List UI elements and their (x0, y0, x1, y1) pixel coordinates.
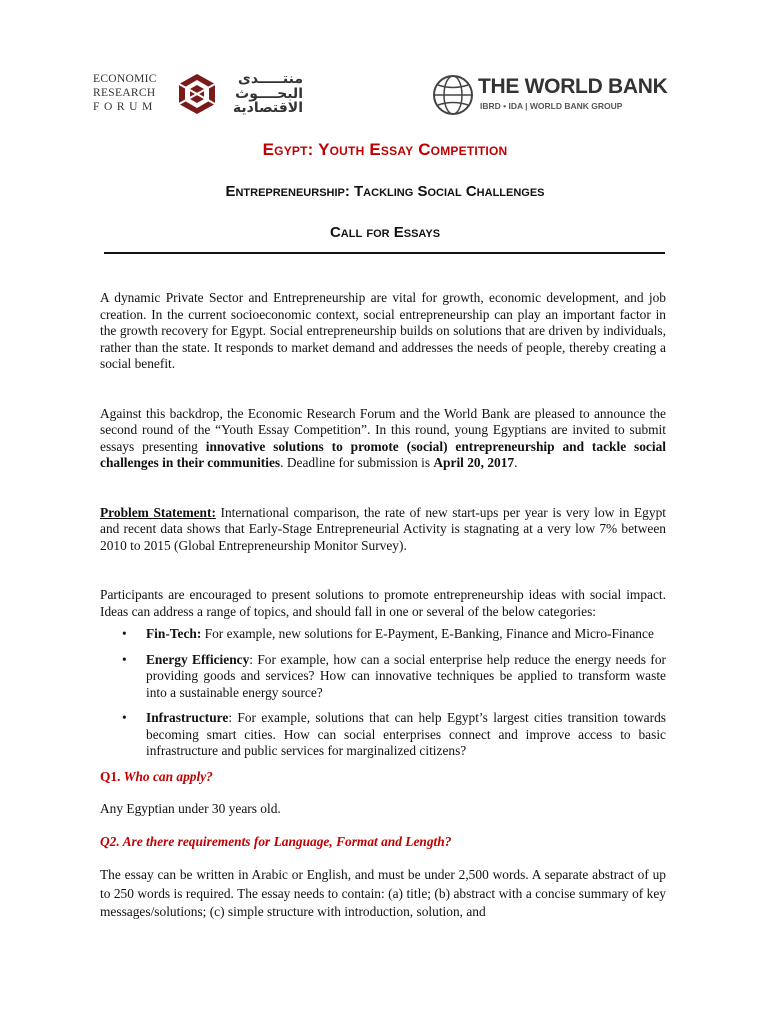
answer-1: Any Egyptian under 30 years old. (100, 801, 281, 816)
deadline-intro: . Deadline for submission is (280, 455, 434, 470)
erf-emblem-icon (175, 72, 219, 116)
category-text: : For example, how can a social enterprise help reduce the energy needs for providing goods and services? How can innovative techniques be applied to transform waste into a sustainable energy source? (146, 651, 666, 700)
categories-list (100, 626, 666, 760)
problem-statement-text: International comparison, the rate of new start-ups per year is very low in Egypt and recent data shows that Early-Stage Entrepreneurial Activity is stagnating at a very low 7% between 2010 to 2015 (Global Entrepreneurship Monitor Survey). (100, 504, 666, 553)
worldbank-logo (432, 74, 668, 120)
erf-logo-text (93, 72, 175, 114)
category-text: For example, new solutions for E-Payment, E-Banking, Finance and Micro-Finance (201, 626, 654, 641)
category-label: Infrastructure (146, 710, 229, 725)
answer-2: The essay can be written in Arabic or English, and must be under 2,500 words. A separate abstract of up to 250 words is required. The essay needs to contain: (a) title; (b) abstract with a concise summary of key messages/solutions; (c) simple structure with introduction, solution, and (100, 867, 666, 919)
question-1-text: Who can apply? (120, 768, 213, 784)
bullet-icon: • (122, 626, 127, 641)
announcement-highlight: innovative solutions to promote (social) entrepreneurship and tackle social challenges in their communities (100, 438, 666, 470)
bullet-icon: • (122, 710, 127, 725)
erf-arabic-text (223, 72, 303, 116)
erf-line2: RESEARCH (93, 87, 156, 99)
erf-logo (93, 72, 303, 116)
erf-arabic-line1: منتـــــدى (238, 71, 303, 87)
participants-paragraph: Participants are encouraged to present solutions to promote entrepreneurship ideas with social impact. Ideas can address a range of topics, and should fall in one or several of the below categories: (100, 587, 666, 619)
list-item (100, 626, 666, 643)
problem-statement-paragraph (100, 505, 666, 555)
worldbank-subtitle: IBRD • IDA | WORLD BANK GROUP (480, 101, 623, 111)
globe-icon (432, 74, 474, 116)
category-text: : For example, solutions that can help Egypt’s largest cities transition towards becoming smart cities. How can social enterprises connect and improve access to basic infrastructure and public services for marginalized citizens? (146, 710, 666, 758)
erf-arabic-line2: البحــــوث (235, 85, 303, 102)
category-label: Fin-Tech: (146, 626, 202, 641)
announcement-end: . (514, 455, 518, 470)
erf-arabic-line3: الاقتصادية (232, 100, 303, 116)
problem-statement-label: Problem Statement: (100, 504, 216, 520)
header-divider (104, 252, 665, 254)
question-1-number: Q1. (100, 768, 121, 784)
worldbank-title: THE WORLD BANK (478, 75, 668, 98)
question-1 (100, 769, 666, 786)
document-body (100, 290, 666, 922)
call-for-essays-heading: Call for Essays (329, 224, 441, 241)
bullet-icon: • (122, 651, 127, 667)
intro-paragraph: A dynamic Private Sector and Entrepreneurship are vital for growth, economic development, and job creation. In the current socioeconomic context, social entrepreneurship can play an important factor in the growth recovery for Egypt. Social entrepreneurship builds on solutions that are driven by individuals, rather than the state. It responds to market demand and addresses the needs of people, thereby creating a social benefit. (100, 290, 666, 371)
question-2 (100, 834, 666, 851)
category-label: Energy Efficiency (146, 651, 250, 667)
announcement-paragraph (100, 406, 666, 472)
list-item (100, 652, 666, 702)
erf-line3: FORUM (93, 101, 157, 113)
page-title: Egypt: Youth Essay Competition (262, 140, 508, 159)
erf-line1: ECONOMIC (93, 73, 157, 85)
announcement-text: Against this backdrop, the Economic Research Forum and the World Bank are pleased to announce the second round of the “Youth Essay Competition”. In this round, young Egyptians are invited to submit essays presenting (100, 405, 666, 454)
list-item (100, 710, 666, 760)
question-2-text: Q2. Are there requirements for Language, Format and Length? (100, 833, 452, 849)
page-subtitle: Entrepreneurship: Tackling Social Challenges (225, 183, 545, 200)
deadline-date: April 20, 2017 (433, 455, 515, 470)
